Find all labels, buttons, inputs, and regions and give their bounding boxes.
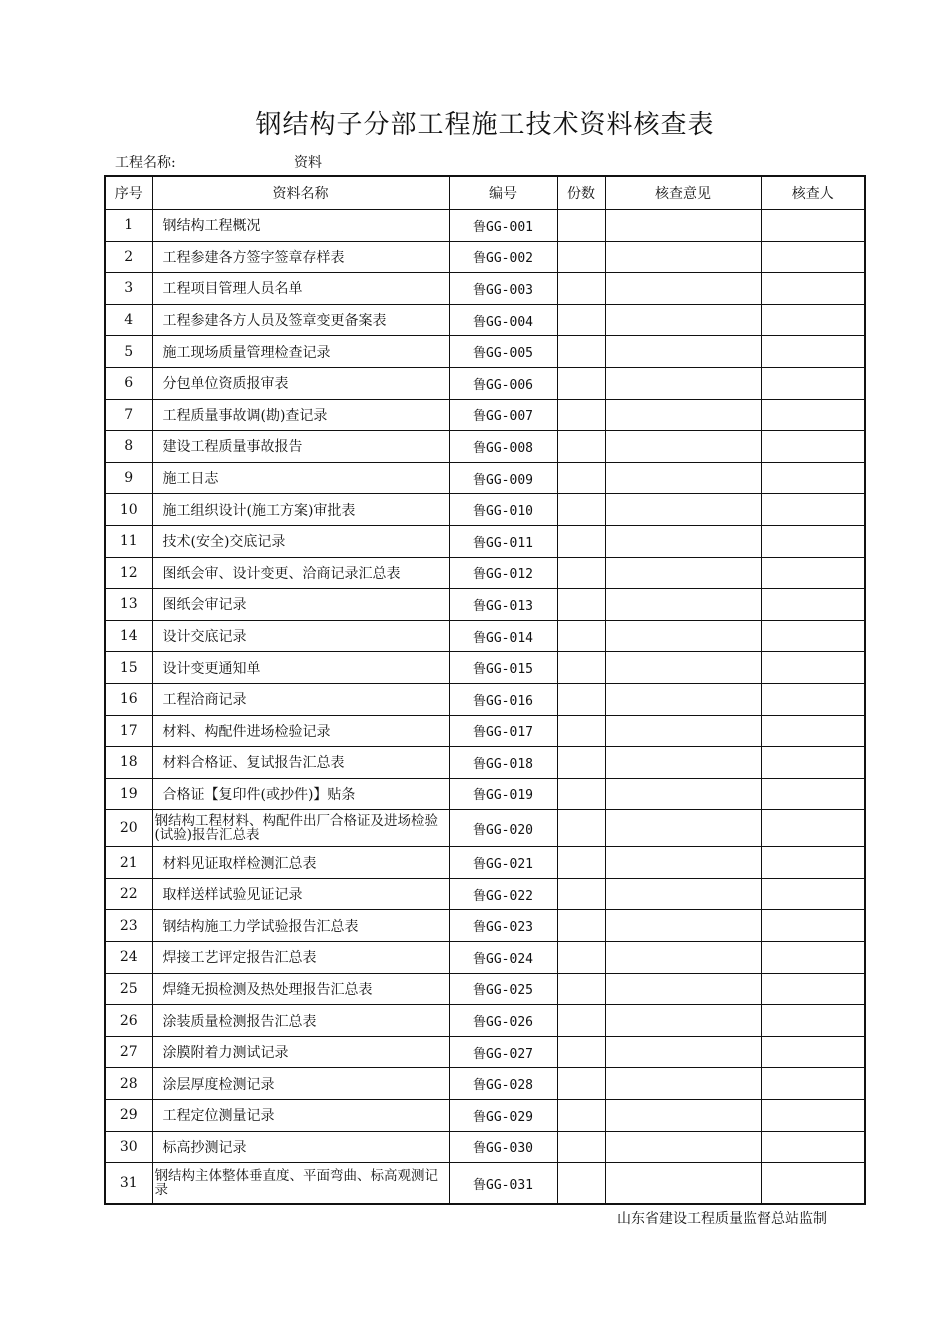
row-opinion-cell (605, 778, 761, 810)
row-checker-cell (761, 910, 865, 942)
row-name: 施工组织设计(施工方案)审批表 (152, 494, 449, 526)
table-row (105, 336, 865, 368)
row-name: 设计变更通知单 (152, 652, 449, 684)
row-code: 鲁GG-018 (449, 747, 557, 779)
row-copies-cell (557, 1005, 605, 1037)
table-row (105, 847, 865, 879)
row-code: 鲁GG-002 (449, 241, 557, 273)
row-checker-cell (761, 620, 865, 652)
row-opinion-cell (605, 910, 761, 942)
row-seq: 21 (105, 847, 152, 879)
row-checker-cell (761, 715, 865, 747)
row-copies-cell (557, 304, 605, 336)
row-opinion-cell (605, 810, 761, 847)
row-name: 图纸会审、设计变更、洽商记录汇总表 (152, 557, 449, 589)
row-checker-cell (761, 273, 865, 305)
row-opinion-cell (605, 210, 761, 242)
row-checker-cell (761, 1163, 865, 1205)
row-opinion-cell (605, 367, 761, 399)
table-row (105, 431, 865, 463)
row-opinion-cell (605, 336, 761, 368)
row-seq: 16 (105, 683, 152, 715)
row-opinion-cell (605, 557, 761, 589)
row-name: 涂层厚度检测记录 (152, 1068, 449, 1100)
row-checker-cell (761, 810, 865, 847)
row-copies-cell (557, 1163, 605, 1205)
row-checker-cell (761, 462, 865, 494)
row-copies-cell (557, 431, 605, 463)
row-code: 鲁GG-024 (449, 942, 557, 974)
row-opinion-cell (605, 431, 761, 463)
table-row (105, 210, 865, 242)
row-opinion-cell (605, 462, 761, 494)
row-code: 鲁GG-022 (449, 878, 557, 910)
table-row (105, 1036, 865, 1068)
row-checker-cell (761, 304, 865, 336)
row-code: 鲁GG-020 (449, 810, 557, 847)
row-copies-cell (557, 847, 605, 879)
row-name: 标高抄测记录 (152, 1131, 449, 1163)
row-code: 鲁GG-015 (449, 652, 557, 684)
table-row (105, 273, 865, 305)
table-row (105, 1068, 865, 1100)
checklist-table (104, 175, 866, 1205)
table-row (105, 652, 865, 684)
row-opinion-cell (605, 747, 761, 779)
row-name: 图纸会审记录 (152, 589, 449, 621)
row-seq: 1 (105, 210, 152, 242)
row-seq: 3 (105, 273, 152, 305)
row-seq: 22 (105, 878, 152, 910)
row-name: 涂膜附着力测试记录 (152, 1036, 449, 1068)
row-checker-cell (761, 878, 865, 910)
row-copies-cell (557, 683, 605, 715)
header-code: 编号 (449, 176, 557, 210)
row-code: 鲁GG-017 (449, 715, 557, 747)
row-name: 施工日志 (152, 462, 449, 494)
row-checker-cell (761, 942, 865, 974)
row-name: 合格证【复印件(或抄件)】贴条 (152, 778, 449, 810)
row-opinion-cell (605, 525, 761, 557)
row-opinion-cell (605, 494, 761, 526)
table-row (105, 557, 865, 589)
row-code: 鲁GG-013 (449, 589, 557, 621)
table-row (105, 878, 865, 910)
row-code: 鲁GG-026 (449, 1005, 557, 1037)
table-row (105, 910, 865, 942)
row-seq: 17 (105, 715, 152, 747)
row-copies-cell (557, 942, 605, 974)
row-copies-cell (557, 620, 605, 652)
row-opinion-cell (605, 652, 761, 684)
footer-issuer: 山东省建设工程质量监督总站监制 (617, 1211, 827, 1227)
row-checker-cell (761, 336, 865, 368)
row-code: 鲁GG-031 (449, 1163, 557, 1205)
row-code: 鲁GG-006 (449, 367, 557, 399)
page-title: 钢结构子分部工程施工技术资料核查表 (255, 110, 715, 140)
row-checker-cell (761, 1036, 865, 1068)
row-copies-cell (557, 241, 605, 273)
table-row (105, 241, 865, 273)
row-opinion-cell (605, 1005, 761, 1037)
row-checker-cell (761, 241, 865, 273)
table-row (105, 1131, 865, 1163)
table-row (105, 747, 865, 779)
header-seq: 序号 (105, 176, 152, 210)
row-opinion-cell (605, 241, 761, 273)
row-seq: 23 (105, 910, 152, 942)
row-name: 工程质量事故调(勘)查记录 (152, 399, 449, 431)
row-name: 设计交底记录 (152, 620, 449, 652)
row-checker-cell (761, 367, 865, 399)
row-seq: 20 (105, 810, 152, 847)
row-copies-cell (557, 652, 605, 684)
row-name: 焊接工艺评定报告汇总表 (152, 942, 449, 974)
row-seq: 18 (105, 747, 152, 779)
row-name: 钢结构施工力学试验报告汇总表 (152, 910, 449, 942)
row-code: 鲁GG-016 (449, 683, 557, 715)
row-copies-cell (557, 910, 605, 942)
row-seq: 7 (105, 399, 152, 431)
row-seq: 25 (105, 973, 152, 1005)
row-copies-cell (557, 878, 605, 910)
table-row (105, 973, 865, 1005)
table-row (105, 778, 865, 810)
row-opinion-cell (605, 399, 761, 431)
row-code: 鲁GG-007 (449, 399, 557, 431)
header-copies: 份数 (557, 176, 605, 210)
row-checker-cell (761, 525, 865, 557)
row-copies-cell (557, 1068, 605, 1100)
row-checker-cell (761, 494, 865, 526)
row-copies-cell (557, 1036, 605, 1068)
table-row (105, 494, 865, 526)
row-opinion-cell (605, 273, 761, 305)
row-copies-cell (557, 494, 605, 526)
row-opinion-cell (605, 715, 761, 747)
row-checker-cell (761, 683, 865, 715)
row-code: 鲁GG-012 (449, 557, 557, 589)
row-checker-cell (761, 847, 865, 879)
row-copies-cell (557, 1100, 605, 1132)
header-name: 资料名称 (152, 176, 449, 210)
row-checker-cell (761, 399, 865, 431)
row-opinion-cell (605, 1100, 761, 1132)
row-name: 工程项目管理人员名单 (152, 273, 449, 305)
row-code: 鲁GG-001 (449, 210, 557, 242)
row-checker-cell (761, 747, 865, 779)
table-row (105, 367, 865, 399)
row-copies-cell (557, 973, 605, 1005)
row-checker-cell (761, 652, 865, 684)
row-code: 鲁GG-004 (449, 304, 557, 336)
row-code: 鲁GG-014 (449, 620, 557, 652)
project-name-value: 资料 (294, 155, 322, 171)
row-copies-cell (557, 462, 605, 494)
row-copies-cell (557, 210, 605, 242)
table-row (105, 304, 865, 336)
row-opinion-cell (605, 304, 761, 336)
row-code: 鲁GG-025 (449, 973, 557, 1005)
table-row (105, 1163, 865, 1205)
row-seq: 29 (105, 1100, 152, 1132)
row-copies-cell (557, 336, 605, 368)
table-row (105, 399, 865, 431)
row-code: 鲁GG-023 (449, 910, 557, 942)
row-copies-cell (557, 810, 605, 847)
row-name: 材料合格证、复试报告汇总表 (152, 747, 449, 779)
row-code: 鲁GG-005 (449, 336, 557, 368)
row-seq: 19 (105, 778, 152, 810)
row-name: 工程参建各方人员及签章变更备案表 (152, 304, 449, 336)
row-seq: 15 (105, 652, 152, 684)
row-code: 鲁GG-010 (449, 494, 557, 526)
row-seq: 26 (105, 1005, 152, 1037)
row-seq: 13 (105, 589, 152, 621)
row-seq: 24 (105, 942, 152, 974)
row-opinion-cell (605, 1036, 761, 1068)
table-row (105, 589, 865, 621)
row-name: 工程洽商记录 (152, 683, 449, 715)
row-code: 鲁GG-019 (449, 778, 557, 810)
row-seq: 6 (105, 367, 152, 399)
row-copies-cell (557, 589, 605, 621)
row-opinion-cell (605, 878, 761, 910)
table-row (105, 942, 865, 974)
row-seq: 27 (105, 1036, 152, 1068)
row-checker-cell (761, 557, 865, 589)
table-row (105, 462, 865, 494)
row-copies-cell (557, 367, 605, 399)
row-copies-cell (557, 747, 605, 779)
row-name: 焊缝无损检测及热处理报告汇总表 (152, 973, 449, 1005)
row-opinion-cell (605, 847, 761, 879)
table-row (105, 810, 865, 847)
row-name: 工程参建各方签字签章存样表 (152, 241, 449, 273)
row-opinion-cell (605, 589, 761, 621)
row-code: 鲁GG-021 (449, 847, 557, 879)
row-checker-cell (761, 210, 865, 242)
row-opinion-cell (605, 942, 761, 974)
row-checker-cell (761, 1005, 865, 1037)
row-opinion-cell (605, 1163, 761, 1205)
row-seq: 8 (105, 431, 152, 463)
row-code: 鲁GG-008 (449, 431, 557, 463)
row-copies-cell (557, 778, 605, 810)
row-seq: 5 (105, 336, 152, 368)
row-name: 分包单位资质报审表 (152, 367, 449, 399)
row-seq: 30 (105, 1131, 152, 1163)
row-checker-cell (761, 973, 865, 1005)
row-name: 材料、构配件进场检验记录 (152, 715, 449, 747)
row-copies-cell (557, 715, 605, 747)
row-seq: 12 (105, 557, 152, 589)
row-seq: 31 (105, 1163, 152, 1205)
row-checker-cell (761, 431, 865, 463)
row-code: 鲁GG-003 (449, 273, 557, 305)
row-opinion-cell (605, 683, 761, 715)
row-name: 材料见证取样检测汇总表 (152, 847, 449, 879)
table-row (105, 683, 865, 715)
row-opinion-cell (605, 1068, 761, 1100)
row-seq: 4 (105, 304, 152, 336)
row-checker-cell (761, 589, 865, 621)
table-row (105, 620, 865, 652)
row-seq: 28 (105, 1068, 152, 1100)
row-opinion-cell (605, 620, 761, 652)
row-name: 工程定位测量记录 (152, 1100, 449, 1132)
header-checker: 核查人 (761, 176, 865, 210)
row-name: 钢结构工程概况 (152, 210, 449, 242)
table-header-row (105, 176, 865, 210)
row-name: 涂装质量检测报告汇总表 (152, 1005, 449, 1037)
row-copies-cell (557, 399, 605, 431)
row-name: 钢结构主体整体垂直度、平面弯曲、标高观测记录 (152, 1163, 449, 1205)
row-name: 建设工程质量事故报告 (152, 431, 449, 463)
row-name: 技术(安全)交底记录 (152, 525, 449, 557)
row-seq: 2 (105, 241, 152, 273)
row-copies-cell (557, 1131, 605, 1163)
row-copies-cell (557, 273, 605, 305)
row-code: 鲁GG-027 (449, 1036, 557, 1068)
row-code: 鲁GG-009 (449, 462, 557, 494)
row-checker-cell (761, 1068, 865, 1100)
row-seq: 10 (105, 494, 152, 526)
header-opinion: 核查意见 (605, 176, 761, 210)
table-row (105, 1100, 865, 1132)
row-code: 鲁GG-030 (449, 1131, 557, 1163)
row-seq: 14 (105, 620, 152, 652)
row-checker-cell (761, 778, 865, 810)
row-copies-cell (557, 525, 605, 557)
row-code: 鲁GG-029 (449, 1100, 557, 1132)
row-name: 钢结构工程材料、构配件出厂合格证及进场检验(试验)报告汇总表 (152, 810, 449, 847)
row-seq: 11 (105, 525, 152, 557)
row-opinion-cell (605, 973, 761, 1005)
row-seq: 9 (105, 462, 152, 494)
row-name: 施工现场质量管理检查记录 (152, 336, 449, 368)
row-checker-cell (761, 1100, 865, 1132)
row-opinion-cell (605, 1131, 761, 1163)
project-name-label: 工程名称: (115, 155, 176, 171)
table-row (105, 525, 865, 557)
row-code: 鲁GG-028 (449, 1068, 557, 1100)
row-copies-cell (557, 557, 605, 589)
table-row (105, 715, 865, 747)
row-checker-cell (761, 1131, 865, 1163)
row-code: 鲁GG-011 (449, 525, 557, 557)
table-row (105, 1005, 865, 1037)
row-name: 取样送样试验见证记录 (152, 878, 449, 910)
